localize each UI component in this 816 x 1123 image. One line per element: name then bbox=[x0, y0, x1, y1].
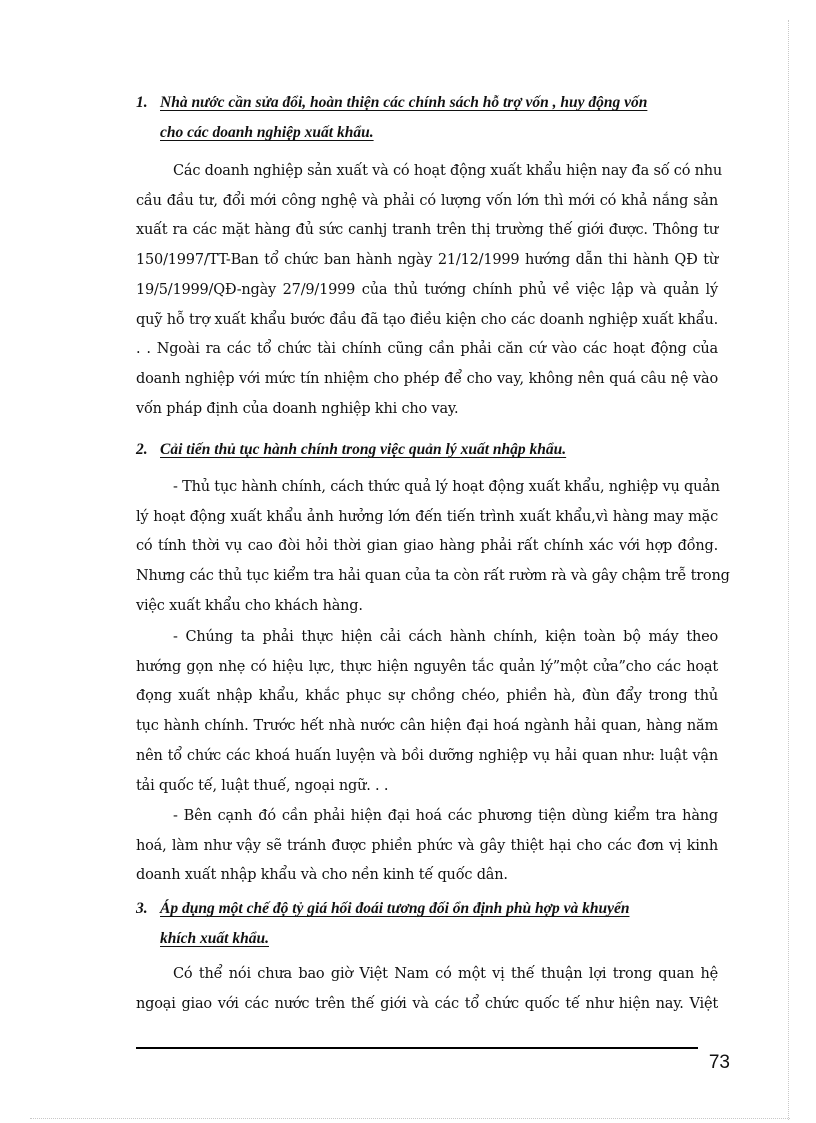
text-line: tải quốc tế, luật thuế, ngoại ngữ. . . bbox=[136, 777, 389, 794]
text-line: cầu đầu tư, đổi mới công nghệ và phải có lượng vốn lớn thì mới có khả nắng sản bbox=[136, 192, 718, 209]
text-line: hoá, làm như vậy sẽ tránh được phiền phức và gây thiệt hại cho các đơn vị kinh bbox=[136, 837, 718, 854]
section-1-title-line-2: cho các doanh nghiệp xuất khẩu. bbox=[160, 124, 374, 141]
section-3-heading bbox=[136, 894, 629, 924]
text-line: có tính thời vụ cao đòi hỏi thời gian giao hàng phải rất chính xác với hợp đồng. bbox=[136, 538, 718, 555]
text-line: . . Ngoài ra các tổ chức tài chính cũng cần phải căn cứ vào các hoạt động của bbox=[136, 341, 718, 358]
text-line: lý hoạt động xuất khẩu ảnh hưởng lớn đến tiến trình xuất khẩu,vì hàng may mặc bbox=[136, 508, 718, 525]
text-line: việc xuất khẩu cho khách hàng. bbox=[136, 597, 363, 614]
page-border-right bbox=[788, 20, 789, 1120]
section-1-heading-cont bbox=[136, 118, 374, 148]
section-2-number: 2. bbox=[136, 441, 148, 458]
text-line: 150/1997/TT-Ban tổ chức ban hành ngày 21/12/1999 hướng dẫn thi hành QĐ từ bbox=[136, 252, 718, 269]
text-line: - Thủ tục hành chính, cách thức quả lý hoạt động xuất khẩu, nghiệp vụ quản bbox=[173, 479, 720, 495]
text-line: doanh nghiệp với mức tín nhiệm cho phép để cho vay, không nên quá câu nệ vào bbox=[136, 370, 718, 387]
text-line: 19/5/1999/QĐ-ngày 27/9/1999 của thủ tướng chính phủ về việc lập và quản lý bbox=[136, 281, 718, 298]
text-line: hướng gọn nhẹ có hiệu lực, thực hiện nguyên tắc quản lý”một cửa”cho các hoạt bbox=[136, 658, 718, 675]
text-line: quỹ hỗ trợ xuất khẩu bước đầu đã tạo điều kiện cho các doanh nghiệp xuất khẩu. bbox=[136, 311, 718, 328]
text-line: xuất ra các mặt hàng đủ sức canhj tranh trên thị trường thế giới được. Thông tư bbox=[136, 222, 718, 239]
text-line: - Chúng ta phải thực hiện cải cách hành chính, kiện toàn bộ máy theo bbox=[173, 629, 718, 645]
section-2-paragraph-3 bbox=[136, 802, 718, 891]
text-line: đọng xuất nhập khẩu, khắc phục sự chồng chéo, phiền hà, đùn đẩy trong thủ bbox=[136, 688, 718, 705]
text-line: nên tổ chức các khoá huấn luyện và bồi dưỡng nghiệp vụ hải quan như: luật vận bbox=[136, 747, 718, 764]
page-border-bottom bbox=[30, 1118, 790, 1119]
section-2-paragraph-2 bbox=[136, 623, 718, 801]
page-number: 73 bbox=[708, 1052, 730, 1073]
section-2-heading bbox=[136, 435, 566, 465]
footer-rule bbox=[136, 1047, 698, 1049]
text-line: Nhưng các thủ tục kiểm tra hải quan của ta còn rất rườm rà và gây chậm trễ trong bbox=[136, 568, 730, 585]
section-3-paragraph bbox=[136, 960, 718, 1019]
section-3-heading-cont bbox=[136, 924, 269, 954]
text-line: vốn pháp định của doanh nghiệp khi cho vay. bbox=[136, 400, 459, 417]
section-1-title-line-1: Nhà nước cần sửa đổi, hoàn thiện các chính sách hỗ trợ vốn , huy động vốn bbox=[160, 94, 648, 111]
text-line: doanh xuất nhập khẩu và cho nền kinh tế quốc dân. bbox=[136, 867, 508, 884]
section-3-title-line-2: khích xuất khẩu. bbox=[160, 930, 269, 947]
text-line: tục hành chính. Trước hết nhà nước cân hiện đại hoá ngành hải quan, hàng năm bbox=[136, 718, 718, 735]
section-2-title-line-1: Cải tiến thủ tục hành chính trong việc quản lý xuất nhập khẩu. bbox=[160, 441, 567, 458]
section-3-number: 3. bbox=[136, 900, 148, 917]
text-line: Các doanh nghiệp sản xuất và có hoạt động xuất khẩu hiện nay đa số có nhu bbox=[173, 163, 723, 179]
text-line: ngoại giao với các nước trên thế giới và các tổ chức quốc tế như hiện nay. Việt bbox=[136, 995, 718, 1012]
section-1-paragraph bbox=[136, 157, 723, 424]
section-1-heading bbox=[136, 88, 647, 118]
text-line: - Bên cạnh đó cần phải hiện đại hoá các phương tiện dùng kiểm tra hàng bbox=[173, 808, 718, 824]
section-3-title-line-1: Áp dụng một chế độ tỷ giá hối đoái tương đối ổn định phù hợp và khuyến bbox=[160, 900, 630, 917]
text-line: Có thể nói chưa bao giờ Việt Nam có một vị thế thuận lợi trong quan hệ bbox=[173, 966, 718, 982]
section-1-number: 1. bbox=[136, 94, 148, 111]
section-2-paragraph-1 bbox=[136, 473, 730, 622]
